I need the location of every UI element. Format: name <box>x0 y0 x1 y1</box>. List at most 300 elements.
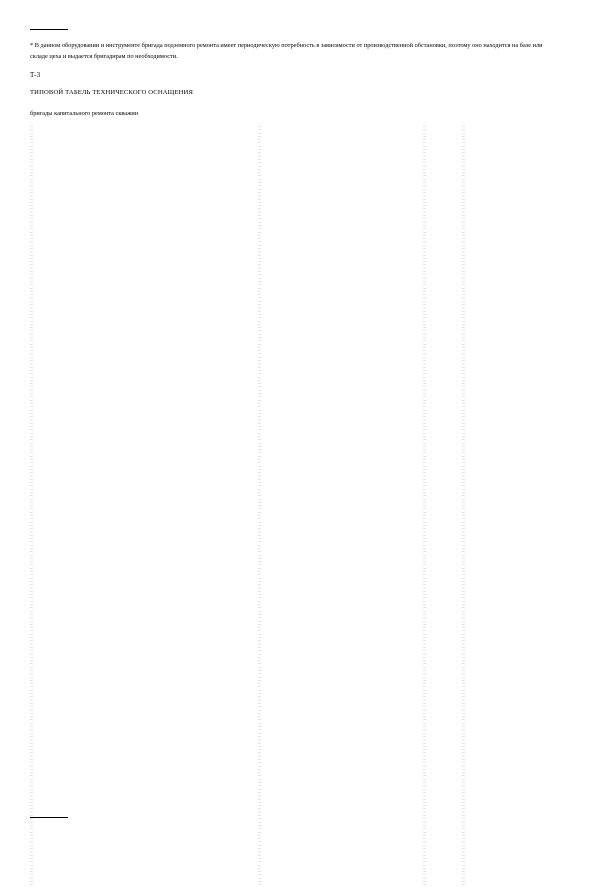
table-cell: … <box>462 497 465 501</box>
table-cell: … <box>423 484 426 488</box>
table-cell: … <box>258 530 261 534</box>
table-cell: … <box>258 266 261 270</box>
table-cell: … <box>423 510 426 514</box>
table-cell: … <box>423 296 426 300</box>
table-cell: … <box>30 174 33 178</box>
table-cell: … <box>423 744 426 748</box>
table-cell: … <box>258 870 261 874</box>
table-cell: … <box>30 392 33 396</box>
table-cell: … <box>258 171 261 175</box>
table-cell: … <box>258 794 261 798</box>
table-cell: … <box>258 210 261 214</box>
table-cell: … <box>462 876 465 880</box>
table-cell: … <box>258 652 261 656</box>
table-cell: … <box>30 847 33 851</box>
table-cell: … <box>30 167 33 171</box>
table-cell: … <box>30 853 33 857</box>
table-cell: … <box>258 504 261 508</box>
table-cell: … <box>423 636 426 640</box>
table-cell: … <box>423 368 426 372</box>
table-cell: … <box>462 303 465 307</box>
table-cell: … <box>423 596 426 600</box>
table-cell: … <box>423 662 426 666</box>
table-cell: … <box>30 606 33 610</box>
table-cell: … <box>423 134 426 138</box>
table-cell: … <box>423 405 426 409</box>
table-cell: … <box>462 375 465 379</box>
table-cell: … <box>462 665 465 669</box>
table-cell: … <box>423 879 426 883</box>
table-cell: … <box>423 342 426 346</box>
table-cell: … <box>258 164 261 168</box>
table-cell: … <box>423 210 426 214</box>
table-cell: … <box>462 240 465 244</box>
table-cell: … <box>462 362 465 366</box>
table-cell: … <box>462 774 465 778</box>
table-cell: … <box>423 547 426 550</box>
table-cell: … <box>462 289 465 293</box>
table-cell: … <box>258 797 261 801</box>
table-cell: … <box>462 685 465 689</box>
table-cell: … <box>423 543 426 547</box>
table-cell: … <box>30 817 33 821</box>
table-cell: … <box>423 530 426 534</box>
table-cell: … <box>30 797 33 801</box>
table-cell: … <box>258 711 261 715</box>
table-cell: … <box>258 636 261 640</box>
table-cell: … <box>258 540 261 544</box>
table-cell: … <box>258 494 261 498</box>
table-cell: … <box>462 339 465 343</box>
table-cell: … <box>423 804 426 808</box>
table-cell: … <box>258 352 261 356</box>
table-cell: … <box>462 800 465 804</box>
table-cell: … <box>30 240 33 244</box>
table-cell: … <box>462 227 465 231</box>
table-cell: … <box>30 204 33 208</box>
table-cell: … <box>30 332 33 336</box>
table-cell: … <box>462 401 465 405</box>
table-cell: … <box>30 731 33 735</box>
table-cell: … <box>462 270 465 274</box>
table-cell: … <box>258 464 261 468</box>
table-cell: … <box>462 322 465 326</box>
table-cell: … <box>258 256 261 260</box>
table-cell: … <box>258 560 261 564</box>
table-cell: … <box>30 260 33 264</box>
table-cell: … <box>258 263 261 267</box>
table-cell: … <box>462 174 465 178</box>
table-cell: … <box>423 184 426 188</box>
table-cell: … <box>30 807 33 811</box>
table-cell: … <box>258 322 261 326</box>
table-cell: … <box>30 457 33 461</box>
table-cell: … <box>462 695 465 699</box>
table-cell: … <box>258 260 261 264</box>
table-cell: … <box>30 286 33 290</box>
table-cell: … <box>258 194 261 198</box>
table-cell: … <box>423 431 426 435</box>
table-cell: … <box>258 533 261 537</box>
table-cell: … <box>258 441 261 445</box>
table-cell: … <box>462 200 465 204</box>
table-header-cell: … <box>258 125 261 128</box>
table-cell: … <box>462 856 465 860</box>
table-cell: … <box>462 603 465 607</box>
table-cell: … <box>462 260 465 264</box>
table-cell: … <box>30 171 33 175</box>
table-cell: … <box>30 263 33 267</box>
table-cell: … <box>258 507 261 511</box>
table-cell: … <box>30 771 33 775</box>
table-cell: … <box>30 781 33 785</box>
table-cell: … <box>30 599 33 603</box>
table-cell: … <box>423 517 426 521</box>
table-cell: … <box>462 705 465 709</box>
table-cell: … <box>30 800 33 804</box>
table-cell: … <box>258 372 261 376</box>
table-cell: … <box>462 599 465 603</box>
table-cell: … <box>258 316 261 320</box>
table-cell: … <box>30 461 33 465</box>
table-cell: … <box>258 579 261 583</box>
table-cell: … <box>258 678 261 682</box>
table-cell: … <box>258 227 261 231</box>
table-cell: … <box>423 378 426 382</box>
table-cell: … <box>258 668 261 672</box>
table-cell: … <box>423 758 426 761</box>
table-cell: … <box>258 246 261 250</box>
table-cell: … <box>30 636 33 640</box>
table-cell: … <box>258 547 261 550</box>
table-cell: … <box>423 655 426 659</box>
table-cell: … <box>30 566 33 570</box>
table-cell: … <box>423 266 426 270</box>
table-header-cell: … <box>423 125 426 128</box>
table-cell: … <box>462 151 465 155</box>
table-cell: … <box>258 734 261 738</box>
table-cell: … <box>423 194 426 198</box>
table-cell: … <box>30 210 33 214</box>
table-cell: … <box>423 131 426 135</box>
table-cell: … <box>462 586 465 590</box>
table-cell: … <box>423 563 426 567</box>
table-cell: … <box>462 560 465 564</box>
table-cell: … <box>423 309 426 313</box>
table-cell: … <box>423 138 426 142</box>
table-cell: … <box>423 645 426 649</box>
table-cell: … <box>30 734 33 738</box>
table-cell: … <box>423 616 426 620</box>
table-cell: … <box>258 461 261 465</box>
table-cell: … <box>30 230 33 234</box>
table-cell: … <box>423 385 426 389</box>
table-cell: … <box>462 457 465 461</box>
table-cell: … <box>462 438 465 442</box>
table-cell: … <box>258 853 261 857</box>
table-cell: … <box>30 675 33 679</box>
table-cell: … <box>30 523 33 527</box>
table-cell: … <box>258 467 261 471</box>
table-cell: … <box>30 814 33 818</box>
table-cell: … <box>462 576 465 580</box>
table-cell: … <box>462 758 465 761</box>
table-cell: … <box>423 190 426 194</box>
table-cell: … <box>30 368 33 372</box>
table-cell: … <box>462 790 465 794</box>
table-cell: … <box>30 550 33 554</box>
table-cell: … <box>258 820 261 824</box>
table-cell: … <box>462 329 465 333</box>
table-cell: … <box>258 306 261 310</box>
table-cell: … <box>258 481 261 485</box>
table-cell: … <box>462 392 465 396</box>
table-cell: … <box>258 128 261 132</box>
table-cell: … <box>258 438 261 442</box>
table-cell: … <box>423 741 426 745</box>
table-cell: … <box>30 253 33 257</box>
table-cell: … <box>462 659 465 663</box>
table-cell: … <box>258 827 261 831</box>
table-cell: … <box>423 474 426 478</box>
table-cell: … <box>258 823 261 827</box>
table-cell: … <box>462 622 465 626</box>
table-cell: … <box>30 352 33 356</box>
table-cell: … <box>423 764 426 768</box>
table-cell: … <box>423 464 426 468</box>
table-cell: … <box>258 385 261 389</box>
table-cell: … <box>258 688 261 692</box>
table-cell: … <box>462 833 465 837</box>
table-cell: … <box>30 645 33 649</box>
table-cell: … <box>462 217 465 221</box>
table-cell: … <box>423 421 426 425</box>
table-cell: … <box>462 636 465 640</box>
table-cell: … <box>462 134 465 138</box>
table-cell: … <box>462 863 465 867</box>
page-subtitle: бригады капитального ремонта скважин <box>30 110 139 117</box>
table-cell: … <box>258 840 261 844</box>
table-cell: … <box>30 220 33 224</box>
table-cell: … <box>30 728 33 732</box>
table-cell: … <box>423 603 426 607</box>
table-cell: … <box>30 767 33 771</box>
table-cell: … <box>30 250 33 254</box>
table-cell: … <box>30 843 33 847</box>
top-divider <box>30 29 68 30</box>
table-cell: … <box>30 401 33 405</box>
table-cell: … <box>462 233 465 237</box>
table-cell: … <box>258 517 261 521</box>
table-cell: … <box>462 246 465 250</box>
table-cell: … <box>462 537 465 541</box>
table-cell: … <box>258 695 261 699</box>
table-cell: … <box>462 388 465 392</box>
table-cell: … <box>423 520 426 524</box>
table-cell: … <box>423 573 426 577</box>
table-cell: … <box>423 814 426 818</box>
table-cell: … <box>423 504 426 508</box>
table-cell: … <box>462 540 465 544</box>
table-cell: … <box>30 708 33 712</box>
table-cell: … <box>462 771 465 775</box>
table-cell: … <box>258 573 261 577</box>
table-cell: … <box>423 444 426 448</box>
table-cell: … <box>30 560 33 564</box>
table-cell: … <box>462 418 465 422</box>
section-code: Т-3 <box>30 71 41 79</box>
table-cell: … <box>258 744 261 748</box>
table-cell: … <box>258 336 261 339</box>
table-cell: … <box>30 434 33 438</box>
table-cell: … <box>462 556 465 560</box>
table-cell: … <box>423 214 426 218</box>
table-cell: … <box>30 537 33 541</box>
table-cell: … <box>423 870 426 874</box>
table-cell: … <box>30 207 33 211</box>
table-cell: … <box>423 481 426 485</box>
table-cell: … <box>423 319 426 323</box>
table-cell: … <box>423 698 426 702</box>
table-cell: … <box>423 514 426 518</box>
table-cell: … <box>423 837 426 841</box>
table-cell: … <box>30 751 33 755</box>
table-cell: … <box>30 596 33 600</box>
table-cell: … <box>30 131 33 135</box>
table-cell: … <box>30 547 33 550</box>
table-cell: … <box>423 705 426 709</box>
table-cell: … <box>462 273 465 277</box>
table-cell: … <box>423 240 426 244</box>
table-cell: … <box>258 619 261 623</box>
table-cell: … <box>423 787 426 791</box>
table-cell: … <box>423 593 426 597</box>
table-cell: … <box>258 563 261 567</box>
table-cell: … <box>462 738 465 742</box>
table-cell: … <box>258 850 261 854</box>
table-cell: … <box>462 843 465 847</box>
table-cell: … <box>462 171 465 175</box>
table-cell: … <box>258 847 261 851</box>
table-cell: … <box>258 741 261 745</box>
table-cell: … <box>423 675 426 679</box>
table-cell: … <box>423 411 426 415</box>
table-cell: … <box>423 326 426 330</box>
table-cell: … <box>423 395 426 399</box>
table-cell: … <box>30 237 33 241</box>
table-cell: … <box>258 359 261 363</box>
table-cell: … <box>30 698 33 702</box>
table-cell: … <box>30 586 33 590</box>
table-cell: … <box>30 141 33 145</box>
table-cell: … <box>423 642 426 646</box>
table-cell: … <box>30 870 33 874</box>
table-cell: … <box>462 626 465 630</box>
table-cell: … <box>423 204 426 208</box>
table-cell: … <box>258 764 261 768</box>
table-cell: … <box>462 490 465 494</box>
table-cell: … <box>30 484 33 488</box>
table-cell: … <box>258 583 261 587</box>
table-cell: … <box>30 349 33 353</box>
table-cell: … <box>462 642 465 646</box>
table-cell: … <box>462 649 465 653</box>
table-cell: … <box>462 517 465 521</box>
table-cell: … <box>462 408 465 412</box>
table-cell: … <box>462 632 465 636</box>
table-cell: … <box>258 148 261 152</box>
table-cell: … <box>258 243 261 247</box>
table-cell: … <box>423 497 426 501</box>
table-cell: … <box>423 560 426 564</box>
table-cell: … <box>258 434 261 438</box>
table-cell: … <box>423 454 426 458</box>
table-cell: … <box>258 622 261 626</box>
table-cell: … <box>462 415 465 419</box>
table-cell: … <box>423 761 426 765</box>
table-cell: … <box>258 319 261 323</box>
table-cell: … <box>423 784 426 788</box>
table-body <box>30 128 570 886</box>
table-cell: … <box>30 609 33 613</box>
table-cell: … <box>30 837 33 841</box>
table-cell: … <box>258 368 261 372</box>
table-cell: … <box>423 781 426 785</box>
table-cell: … <box>462 187 465 191</box>
table-cell: … <box>462 543 465 547</box>
table-cell: … <box>258 141 261 145</box>
table-cell: … <box>30 744 33 748</box>
table-cell: … <box>462 144 465 148</box>
table-cell: … <box>258 701 261 705</box>
table-cell: … <box>462 606 465 610</box>
table-cell: … <box>30 194 33 198</box>
table-cell: … <box>423 523 426 527</box>
table-cell: … <box>30 649 33 653</box>
table-cell: … <box>423 408 426 412</box>
table-cell: … <box>30 148 33 152</box>
table-cell: … <box>462 454 465 458</box>
table-cell: … <box>462 672 465 676</box>
table-cell: … <box>462 148 465 152</box>
table-cell: … <box>423 583 426 587</box>
table-cell: … <box>258 484 261 488</box>
table-cell: … <box>462 873 465 877</box>
table-cell: … <box>423 233 426 237</box>
table-cell: … <box>423 619 426 623</box>
table-cell: … <box>258 451 261 455</box>
table-cell: … <box>30 787 33 791</box>
table-cell: … <box>258 431 261 435</box>
table-cell: … <box>30 863 33 867</box>
table-cell: … <box>30 520 33 524</box>
table-cell: … <box>423 441 426 445</box>
table-cell: … <box>462 467 465 471</box>
table-cell: … <box>258 490 261 494</box>
table-cell: … <box>258 279 261 283</box>
table-cell: … <box>30 721 33 725</box>
table-cell: … <box>423 840 426 844</box>
table-cell: … <box>30 279 33 283</box>
table-cell: … <box>258 837 261 841</box>
table-cell: … <box>462 596 465 600</box>
table-cell: … <box>423 438 426 442</box>
table-cell: … <box>258 398 261 402</box>
table-cell: … <box>462 190 465 194</box>
table-cell: … <box>30 322 33 326</box>
table-cell: … <box>462 355 465 359</box>
table-cell: … <box>462 823 465 827</box>
